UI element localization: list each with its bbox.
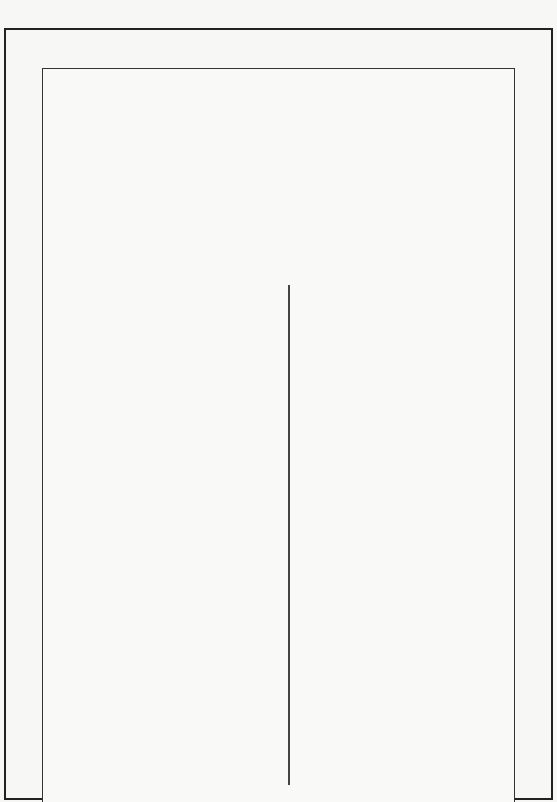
border-ornament-top [6,30,551,64]
verse-line [60,552,276,582]
verse-line [60,642,276,672]
verse-line [302,371,514,401]
verse-line [60,340,276,370]
border-ornament-right [517,66,551,800]
verse-line [302,310,514,340]
verse-line [60,491,276,521]
verse-line [60,431,276,461]
verse-line [60,612,276,642]
column-divider [288,285,290,785]
poem-column-left [60,280,276,672]
poem-column-right [302,280,514,672]
verse-line [302,552,514,582]
verse-line [60,461,276,491]
verse-line [60,522,276,552]
verse-line [302,491,514,521]
verse-line [60,280,276,310]
verse-line [302,582,514,612]
verse-line [60,401,276,431]
verse-line [302,431,514,461]
verse-line [302,522,514,552]
verse-line [302,642,514,672]
verse-line [302,340,514,370]
verse-line [302,401,514,431]
verse-line [302,280,514,310]
verse-line [60,310,276,340]
verse-line [60,582,276,612]
border-ornament-left [6,66,40,800]
verse-line [302,612,514,642]
verse-line [302,461,514,491]
verse-line [60,371,276,401]
